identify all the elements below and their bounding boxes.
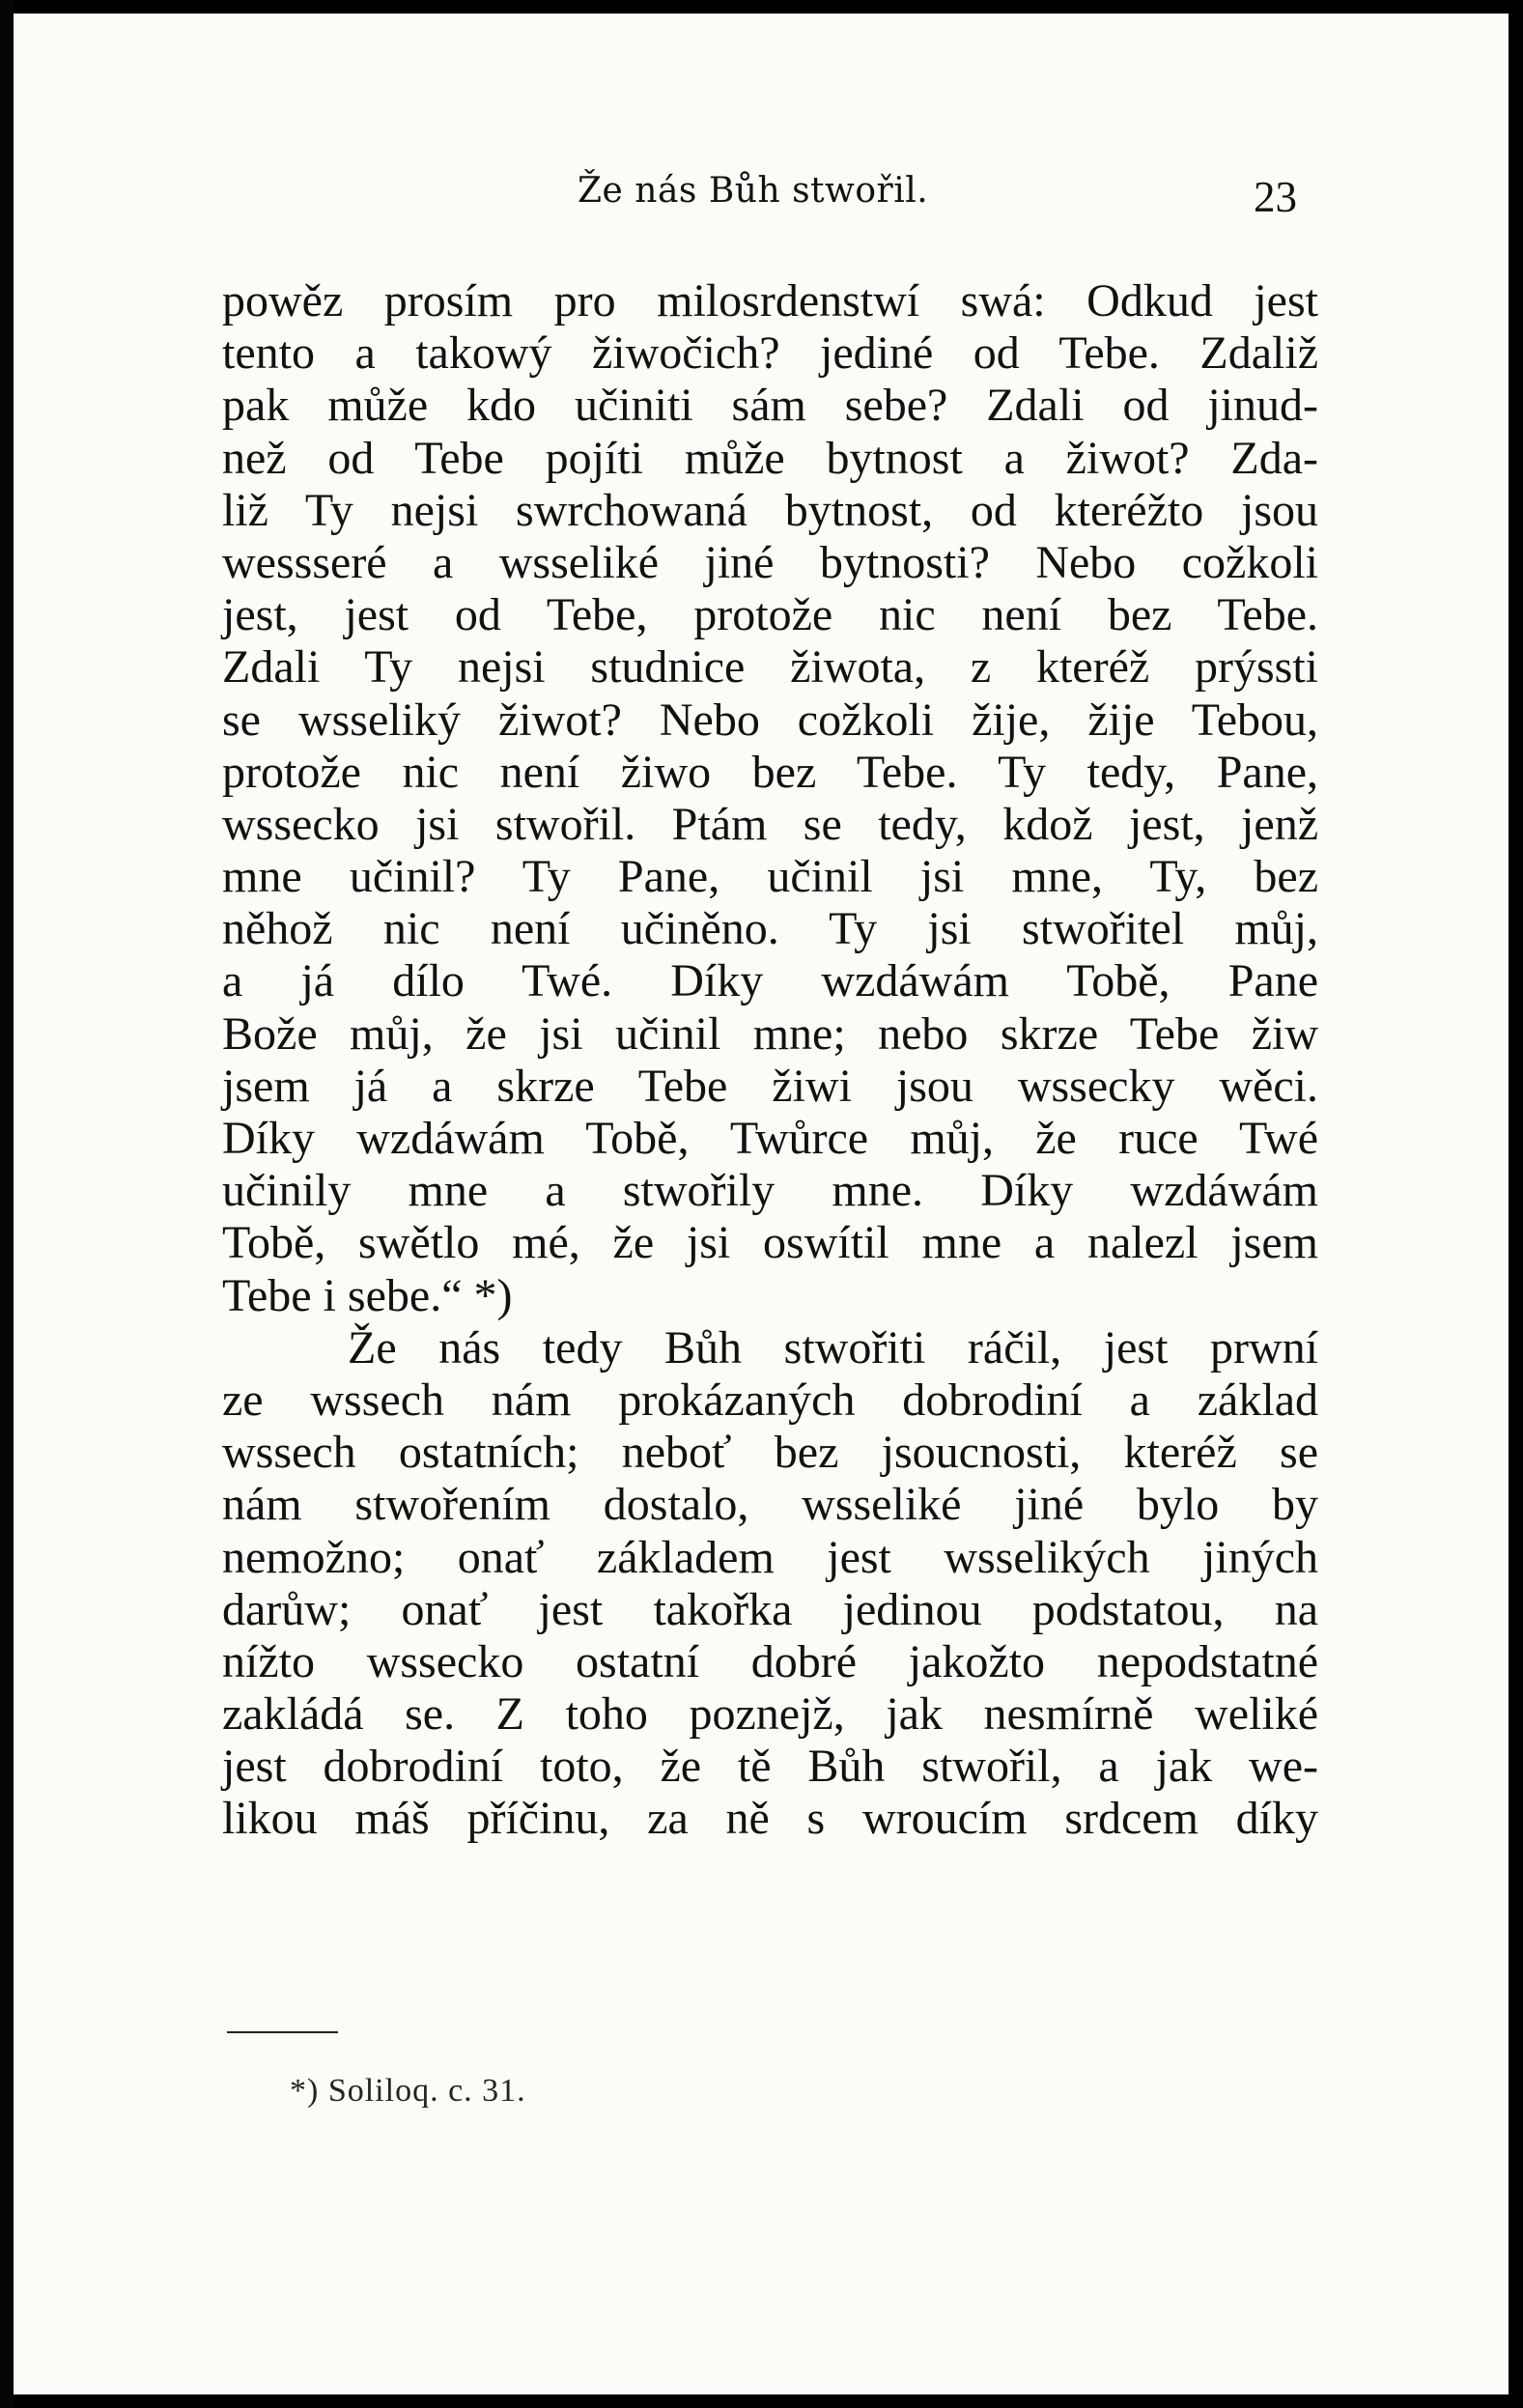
- book-binding-edge: [0, 0, 14, 2408]
- text-line: Zdali Ty nejsi studnice žiwota, z kteréž prýssti: [222, 641, 1318, 694]
- footnote-divider: [227, 2031, 338, 2033]
- text-line: powěz prosím pro milosrdenstwí swá: Odkud jest: [222, 275, 1318, 326]
- running-title: Že nás Bůh stwořil.: [578, 171, 929, 211]
- text-line: protože nic není žiwo bez Tebe. Ty tedy, Pane,: [222, 746, 1318, 798]
- text-line: wsseckо jsi stwořil. Ptám se tedy, kdož jest, jenž: [222, 798, 1318, 850]
- text-line: likou máš příčinu, za ně s wroucím srdcem díky: [222, 1793, 1318, 1845]
- text-line: se wsseliký žiwot? Nebo cožkoli žije, žije Tebou,: [222, 694, 1318, 746]
- text-line: jest, jest od Tebe, protože nic není bez Tebe.: [222, 589, 1318, 641]
- text-line: jest dobrodiní toto, že tě Bůh stwořil, a jak we-: [222, 1741, 1318, 1793]
- text-line: než od Tebe pojíti může bytnost a žiwot? Zda-: [222, 432, 1318, 484]
- text-line: darůw; onať jest takořka jedinou podstatou, na: [222, 1583, 1318, 1635]
- text-line: liž Ty nejsi swrchowaná bytnost, od kteréžto jsou: [222, 484, 1318, 536]
- text-line: něhož nic není učiněno. Ty jsi stwořitel můj,: [222, 903, 1318, 955]
- text-line: pak může kdo učiniti sám sebe? Zdali od jinud-: [222, 380, 1318, 432]
- text-line: mne učinil? Ty Pane, učinil jsi mne, Ty, bez: [222, 851, 1318, 903]
- text-line: nížto wssecko ostatní dobré jakožto nepodstatné: [222, 1635, 1318, 1687]
- text-line: tento a takowý žiwočich? jediné od Tebe. Zdaliž: [222, 327, 1318, 380]
- text-line: a já dílo Twé. Díky wzdáwám Tobě, Pane: [222, 955, 1318, 1007]
- body-text: [222, 275, 1318, 1846]
- text-line-paragraph-start: Že nás tedy Bůh stwořiti ráčil, jest prwní: [348, 1321, 1318, 1374]
- text-line: nemožno; onať základem jest wsselikých jiných: [222, 1531, 1318, 1583]
- text-line: učinily mne a stwořily mne. Díky wzdáwám: [222, 1165, 1318, 1217]
- text-line: jsem já a skrze Tebe žiwi jsou wssecky wěci.: [222, 1060, 1318, 1112]
- text-line: wessseré a wsseliké jiné bytnosti? Nebo cožkoli: [222, 536, 1318, 588]
- text-line: Bože můj, že jsi učinil mne; nebo skrze Tebe žiw: [222, 1007, 1318, 1060]
- text-line: wssech ostatních; neboť bez jsoucnosti, kteréž se: [222, 1427, 1318, 1479]
- text-line: Díky wzdáwám Tobě, Twůrce můj, že ruce Twé: [222, 1113, 1318, 1164]
- text-line: ze wssech nám prokázaných dobrodiní a základ: [222, 1374, 1318, 1426]
- text-line-paragraph-end: Tebe i sebe.“ *): [222, 1269, 513, 1321]
- page-number: 23: [1254, 173, 1297, 221]
- footnote: *) Soliloq. c. 31.: [290, 2073, 526, 2109]
- text-line: nám stwořením dostalo, wsseliké jiné bylo by: [222, 1479, 1318, 1531]
- text-line: zakládá se. Z toho poznejž, jak nesmírně weliké: [222, 1688, 1318, 1741]
- text-line: Tobě, swětlo mé, že jsi oswítil mne a nalezl jsem: [222, 1217, 1318, 1269]
